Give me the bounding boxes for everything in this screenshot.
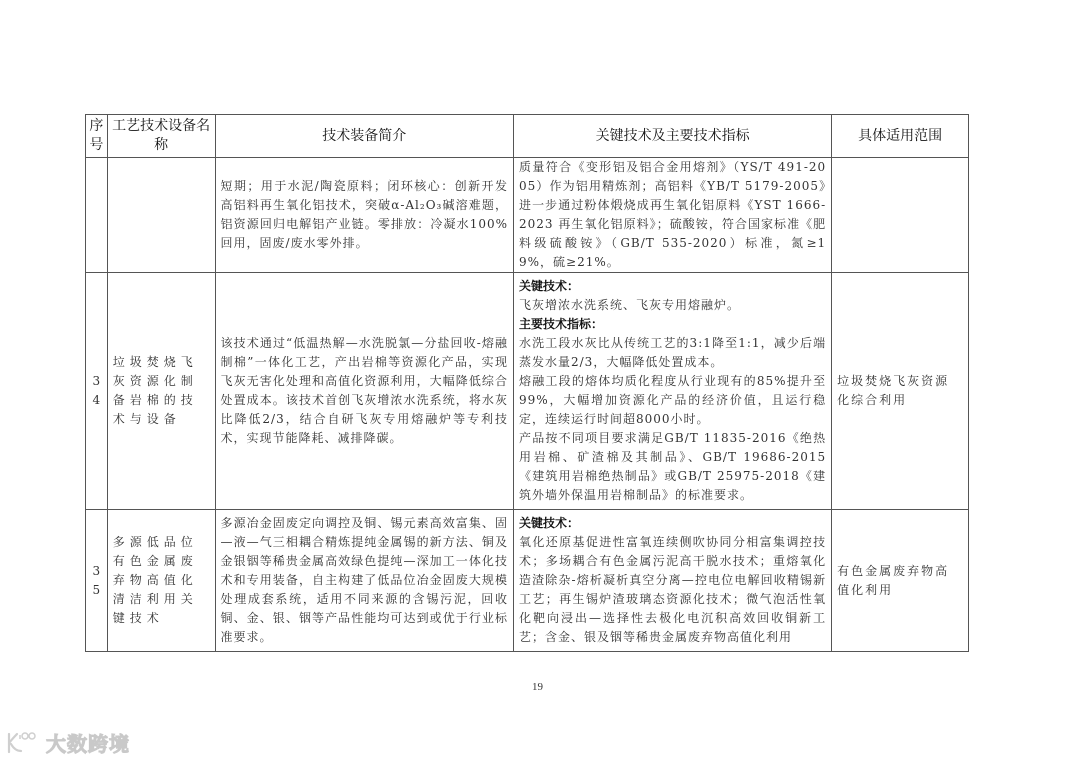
table-row bbox=[86, 510, 969, 652]
header-name: 工艺技术设备名称 bbox=[107, 115, 215, 158]
row-name: 多源低品位有色金属废弃物高值化清洁利用关键技术 bbox=[107, 510, 215, 652]
row-scope: 垃圾焚烧飞灰资源化综合利用 bbox=[832, 273, 969, 510]
row-no bbox=[86, 158, 108, 273]
row-name bbox=[107, 158, 215, 273]
table-row bbox=[86, 158, 969, 273]
key-tech-text: 飞灰增浓水洗系统、飞灰专用熔融炉。 bbox=[519, 298, 741, 312]
row-key bbox=[514, 273, 832, 510]
indicator-text: 水洗工段水灰比从传统工艺的3:1降至1:1，减少后端蒸发水量2/3，大幅降低处置成本。 bbox=[519, 336, 827, 369]
k100-logo-icon bbox=[6, 731, 40, 755]
header-intro: 技术装备简介 bbox=[215, 115, 513, 158]
row-intro: 该技术通过“低温热解—水洗脱氯—分盐回收-熔融制棉”一体化工艺，产出岩棉等资源化产品，实现飞灰无害化处理和高值化资源利用，大幅降低综合处置成本。该技术首创飞灰增浓水洗系统，将水灰比降低2/3，结合自研飞灰专用熔融炉等专利技术，实现节能降耗、减排降碳。 bbox=[215, 273, 513, 510]
table-header-row bbox=[86, 115, 969, 158]
row-intro: 短期；用于水泥/陶瓷原料；闭环核心：创新开发高铝料再生氧化铝技术，突破α-Al₂O₃碱溶难题，铝资源回归电解铝产业链。零排放：冷凝水100%回用，固废/废水零外排。 bbox=[215, 158, 513, 273]
row-intro: 多源冶金固废定向调控及铜、锡元素高效富集、固—液—气三相耦合精炼提纯金属锡的新方法、铜及金银铟等稀贵金属高效绿色提纯—深加工一体化技术和专用装备，自主构建了低品位冶金固废大规模处理成套系统，适用不同来源的含锡污泥，回收铜、金、银、铟等产品性能均可达到或优于行业标准要求。 bbox=[215, 510, 513, 652]
watermark bbox=[6, 728, 130, 757]
indicator-text: 产品按不同项目要求满足GB/T 11835-2016《绝热用岩棉、矿渣棉及其制品》、GB/T 19686-2015 《建筑用岩棉绝热制品》或GB/T 25975-2018《建筑外墙外保温用岩棉制品》的标准要求。 bbox=[519, 431, 827, 502]
main-indicators-label: 主要技术指标： bbox=[519, 317, 604, 331]
watermark-text: 大数跨境 bbox=[46, 732, 130, 756]
key-tech-text: 氧化还原基促进性富氧连续侧吹协同分相富集调控技术；多场耦合有色金属污泥高干脱水技术；重熔氧化造渣除杂-熔析凝析真空分离—控电位电解回收精锡新工艺；再生锡炉渣玻璃态资源化技术；微气泡活性氧化靶向浸出—选择性去极化电沉积高效回收铜新工艺；含金、银及铟等稀贵金属废弃物高值化利用 bbox=[519, 535, 827, 644]
row-key bbox=[514, 510, 832, 652]
row-scope: 有色金属废弃物高值化利用 bbox=[832, 510, 969, 652]
row-no: 35 bbox=[86, 510, 108, 652]
key-tech-label: 关键技术： bbox=[519, 279, 580, 293]
header-scope: 具体适用范围 bbox=[832, 115, 969, 158]
row-key: 质量符合《变形铝及铝合金用熔剂》（YS/T 491-2005）作为铝用精炼剂；高铝料《YB/T 5179-2005》进一步通过粉体煅烧成再生氧化铝原料《YST 1666-2023 再生氧化铝原料》；硫酸铵，符合国家标准《肥料级硫酸铵》（GB/T 535-2020）标准，氮≥19%，硫≥21%。 bbox=[514, 158, 832, 273]
header-key: 关键技术及主要技术指标 bbox=[514, 115, 832, 158]
table-row bbox=[86, 273, 969, 510]
row-name: 垃圾焚烧飞灰资源化制备岩棉的技术与设备 bbox=[107, 273, 215, 510]
technology-table bbox=[85, 114, 969, 652]
header-no: 序号 bbox=[86, 115, 108, 158]
row-scope bbox=[832, 158, 969, 273]
page-number: 19 bbox=[532, 681, 543, 693]
row-no: 34 bbox=[86, 273, 108, 510]
indicator-text: 熔融工段的熔体均质化程度从行业现有的85%提升至99%，大幅增加资源化产品的经济价值，且运行稳定，连续运行时间超8000小时。 bbox=[519, 374, 827, 426]
key-tech-label: 关键技术： bbox=[519, 516, 580, 530]
